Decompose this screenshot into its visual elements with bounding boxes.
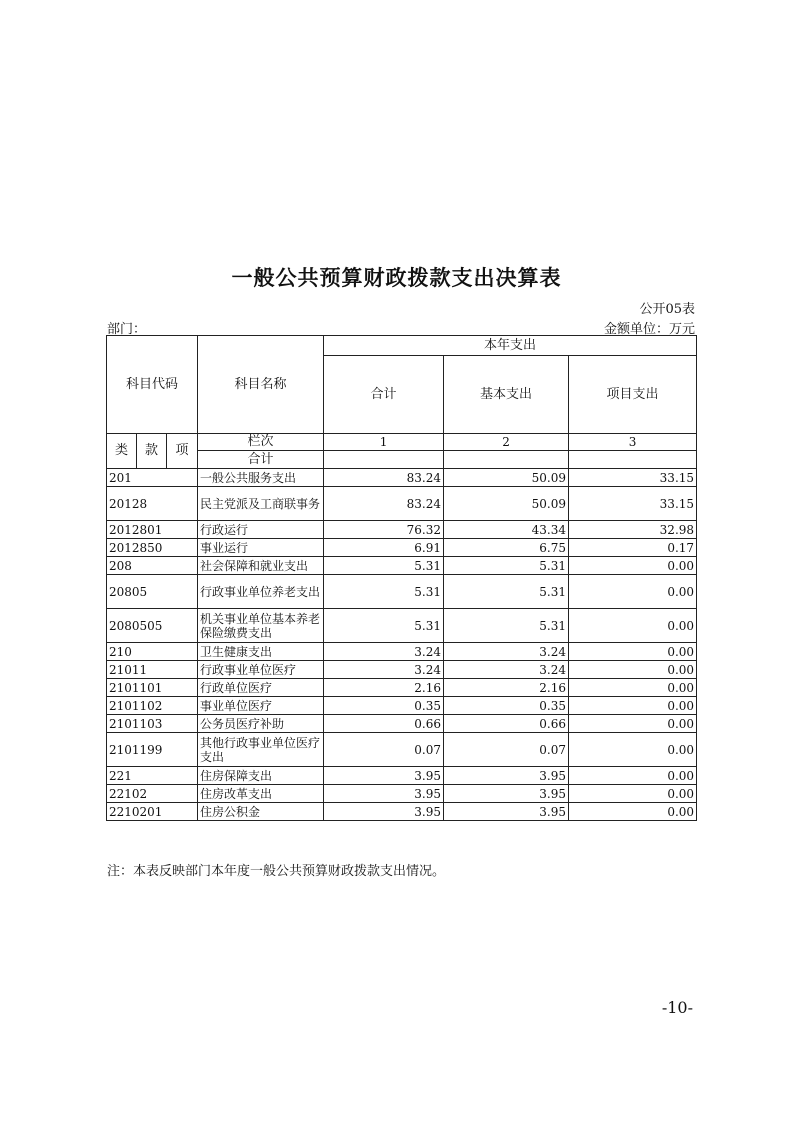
total-cell: 5.31: [324, 557, 444, 575]
subject-name-cell: 其他行政事业单位医疗支出: [198, 733, 324, 767]
subject-code-cell: 20805: [107, 575, 198, 609]
column-label: 栏次: [198, 434, 324, 451]
lei-header: 类: [107, 434, 137, 469]
subject-name-cell: 行政单位医疗: [198, 679, 324, 697]
subject-code-cell: 2101101: [107, 679, 198, 697]
project-expense-cell: 0.00: [569, 697, 697, 715]
table-row: [107, 733, 697, 767]
total-cell: 3.95: [324, 767, 444, 785]
total-header: 合计: [324, 356, 444, 434]
project-expense-cell: 0.00: [569, 767, 697, 785]
year-expense-header: 本年支出: [324, 336, 697, 356]
subject-name-cell: 事业运行: [198, 539, 324, 557]
expense-table: [106, 335, 697, 821]
basic-expense-cell: 5.31: [444, 609, 569, 643]
subject-code-cell: 2101102: [107, 697, 198, 715]
table-row: [107, 609, 697, 643]
table-row: [107, 469, 697, 487]
table-row: [107, 679, 697, 697]
total-cell: 3.95: [324, 785, 444, 803]
subject-code-cell: 221: [107, 767, 198, 785]
project-expense-cell: 0.17: [569, 539, 697, 557]
project-expense-header: 项目支出: [569, 356, 697, 434]
total-cell: 3.24: [324, 661, 444, 679]
basic-expense-cell: 2.16: [444, 679, 569, 697]
total-cell: 2.16: [324, 679, 444, 697]
basic-expense-cell: 3.24: [444, 643, 569, 661]
project-expense-cell: 0.00: [569, 715, 697, 733]
subject-code-cell: 208: [107, 557, 198, 575]
subject-name-cell: 住房公积金: [198, 803, 324, 821]
project-expense-cell: 0.00: [569, 679, 697, 697]
basic-expense-cell: 0.35: [444, 697, 569, 715]
subject-code-cell: 2101199: [107, 733, 198, 767]
sum-label: 合计: [198, 451, 324, 469]
subject-code-cell: 2012850: [107, 539, 198, 557]
subject-name-cell: 住房保障支出: [198, 767, 324, 785]
table-row: [107, 487, 697, 521]
subject-code-cell: 2012801: [107, 521, 198, 539]
project-expense-cell: 0.00: [569, 643, 697, 661]
subject-name-cell: 行政事业单位医疗: [198, 661, 324, 679]
project-expense-cell: 0.00: [569, 661, 697, 679]
project-expense-cell: 0.00: [569, 785, 697, 803]
table-row: [107, 557, 697, 575]
sum-total-cell: [324, 451, 444, 469]
subject-name-cell: 事业单位医疗: [198, 697, 324, 715]
basic-expense-cell: 43.34: [444, 521, 569, 539]
table-row: [107, 521, 697, 539]
basic-expense-cell: 3.95: [444, 767, 569, 785]
project-expense-cell: 0.00: [569, 733, 697, 767]
basic-expense-cell: 0.07: [444, 733, 569, 767]
subject-code-cell: 201: [107, 469, 198, 487]
table-row: [107, 715, 697, 733]
basic-expense-cell: 3.95: [444, 803, 569, 821]
project-expense-cell: 33.15: [569, 469, 697, 487]
total-cell: 83.24: [324, 487, 444, 521]
table-row: [107, 643, 697, 661]
subject-code-cell: 22102: [107, 785, 198, 803]
sum-basic-cell: [444, 451, 569, 469]
subject-code-cell: 2210201: [107, 803, 198, 821]
subject-name-cell: 行政事业单位养老支出: [198, 575, 324, 609]
subject-code-cell: 210: [107, 643, 198, 661]
total-cell: 6.91: [324, 539, 444, 557]
basic-expense-cell: 5.31: [444, 557, 569, 575]
table-row: [107, 803, 697, 821]
basic-expense-header: 基本支出: [444, 356, 569, 434]
table-row: [107, 785, 697, 803]
total-cell: 5.31: [324, 609, 444, 643]
total-cell: 5.31: [324, 575, 444, 609]
basic-expense-cell: 50.09: [444, 469, 569, 487]
project-expense-cell: 0.00: [569, 609, 697, 643]
subject-name-cell: 行政运行: [198, 521, 324, 539]
xiang-header: 项: [167, 434, 198, 469]
total-cell: 3.24: [324, 643, 444, 661]
subject-name-cell: 机关事业单位基本养老保险缴费支出: [198, 609, 324, 643]
column-number-3: 3: [569, 434, 697, 451]
basic-expense-cell: 3.95: [444, 785, 569, 803]
total-cell: 83.24: [324, 469, 444, 487]
department-label: 部门：: [107, 322, 147, 337]
subject-code-cell: 2101103: [107, 715, 198, 733]
subject-code-header: 科目代码: [107, 336, 198, 434]
subject-code-cell: 21011: [107, 661, 198, 679]
table-row: [107, 697, 697, 715]
sum-project-cell: [569, 451, 697, 469]
subject-name-cell: 一般公共服务支出: [198, 469, 324, 487]
basic-expense-cell: 5.31: [444, 575, 569, 609]
total-cell: 0.07: [324, 733, 444, 767]
table-row: [107, 767, 697, 785]
basic-expense-cell: 50.09: [444, 487, 569, 521]
project-expense-cell: 33.15: [569, 487, 697, 521]
kuan-header: 款: [137, 434, 167, 469]
column-number-1: 1: [324, 434, 444, 451]
table-row: [107, 539, 697, 557]
page-number: -10-: [661, 998, 693, 1017]
subject-code-cell: 20128: [107, 487, 198, 521]
column-number-2: 2: [444, 434, 569, 451]
subject-name-cell: 民主党派及工商联事务: [198, 487, 324, 521]
subject-name-header: 科目名称: [198, 336, 324, 434]
form-number: 公开05表: [639, 302, 695, 317]
total-cell: 0.66: [324, 715, 444, 733]
basic-expense-cell: 0.66: [444, 715, 569, 733]
basic-expense-cell: 3.24: [444, 661, 569, 679]
project-expense-cell: 0.00: [569, 575, 697, 609]
table-note: 注：本表反映部门本年度一般公共预算财政拨款支出情况。: [107, 864, 446, 879]
total-cell: 76.32: [324, 521, 444, 539]
project-expense-cell: 0.00: [569, 803, 697, 821]
table-row: [107, 661, 697, 679]
subject-name-cell: 公务员医疗补助: [198, 715, 324, 733]
total-cell: 3.95: [324, 803, 444, 821]
subject-name-cell: 住房改革支出: [198, 785, 324, 803]
page-title: 一般公共预算财政拨款支出决算表: [231, 266, 562, 290]
project-expense-cell: 32.98: [569, 521, 697, 539]
subject-code-cell: 2080505: [107, 609, 198, 643]
basic-expense-cell: 6.75: [444, 539, 569, 557]
project-expense-cell: 0.00: [569, 557, 697, 575]
subject-name-cell: 卫生健康支出: [198, 643, 324, 661]
amount-unit-label: 金额单位：万元: [603, 322, 695, 337]
total-cell: 0.35: [324, 697, 444, 715]
table-row: [107, 575, 697, 609]
subject-name-cell: 社会保障和就业支出: [198, 557, 324, 575]
